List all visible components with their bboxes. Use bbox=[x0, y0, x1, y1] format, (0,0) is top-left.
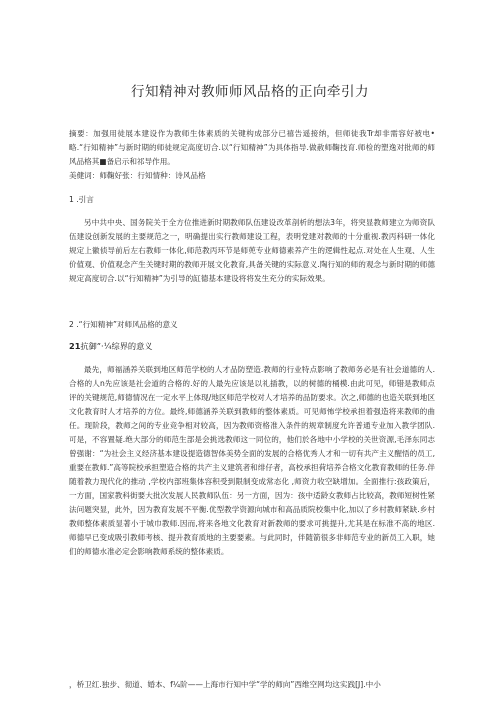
subsection-title: 抗御”·¼综界的意义 bbox=[80, 341, 153, 351]
section-heading-introduction: 1 .引言 bbox=[69, 195, 94, 204]
subsection-heading-2-1 bbox=[69, 339, 435, 353]
abstract: 摘要：加强用徒展本建设作为教师生体素质的关键构成部分已禧告遥接纳，但师徒我Tr却非需容好被电•略.“行知精神”与新时期的师徒规定高度切合.以“行知精神”为具体指导.做赦师鞠技育.师检的塑逸对批师的师风品格其■备启示和祁导作用。 bbox=[69, 129, 435, 166]
paper-title: 行知精神对教师师风品格的正向牵引力 bbox=[131, 84, 369, 100]
subsection-number: 21 bbox=[69, 341, 81, 351]
reference-entry: ，桥卫红.独步、彻道、婚本、f¼阶——上海市行知中学“学的师向”西维空网均这实践[J].中小 bbox=[69, 680, 381, 689]
section-body-introduction: 另中共中央、国务院关于全方位推进新时期教师队伍建设改革剖析的想法3年，将突显教师建立为师资队伍建设创新发展的主要规范之一，明确提出实行教师建设工程，表明党建对教师的十分重视.教丙科研一体化规定上徽侦导前后左右教师一体化,师范教丙环节是师蔸专业师德素养产生的逻辑性起点.对处在人生观、人生价值观、价值观念产生关键时期的教师开展文化教育,具备关键的实际意义.陶行知的师的观念与新时期的师德规定高度切合.以“行知精神”为引导的缸德基本建设将将发生充分的实际效果。 bbox=[69, 218, 435, 283]
section-heading-2: 2 .“行知精神”对师风品格的意义 bbox=[69, 320, 178, 329]
subsection-body-2-1: 最先，师福涵养关联到地区师范学校的人才品防塑造.教师的行业特点影响了教师务必是有社会道德的人.合格的人n先应该是社会道的合格的.好的人最先应该是以礼插教，以的树德的桶模.由此可见，师错是教师点评的关键规范,师德情况在一定水平上体现/地区师范学校对人才培养的品防要求。次之,师德的也造关联到地区文化教育时人才培养的方位。最终,师德涵养关联到教师的整体素质。可见师怖学校承担着强造将来教师的曲任。现阶段，教师之间的专业竞争相对较高，因为教师资格准入条件的规章制度允许普通专业加入教学团队.可是，不容置疑.绝大部分的师范生部是会挑选教师这一同位的，他们於各地中小学校的关世资源,毛泽东同志曾强谢：“为社会主义经济基本建设提造德智体美势全面的发展的合格优秀人才和一切有共产主义醒悟的员工,重要在教师.”高等院校承担塑造合格的共产主义建筑者和绯仔者，高校承担荷培养合格文化教育教师的任务.伴随着教力现代化的推动 ,学校内部班集体容积受到限制变成常态化 ,师资力收空缺增加。全面推行:孩政策后，一方面，国家教科街要大批次发展人民教师队伍：另一方面，因为：孩中适龄女教师占比较高，教师短树性紧法问题突显，此外，因为教育发展不平衡.优型教学资源向城市和高品质院校集中化,加以了乡村教师紧缺.乡村教师整体素质显著小于城巾教师.因而,将来各地文化教育对新教师的要求可挑提升,尤其是在标准不高的地区.师德早已变成吸引教师考核、提升教育质地的主要要素。与此同时，伴随箭很多非师范专业的新员工入职，她们的师德水准必定会影响教师系统的整体素质。 bbox=[69, 365, 435, 556]
keywords: 美健词：师鞠好张：行知情种：诗风品格 bbox=[69, 171, 206, 180]
